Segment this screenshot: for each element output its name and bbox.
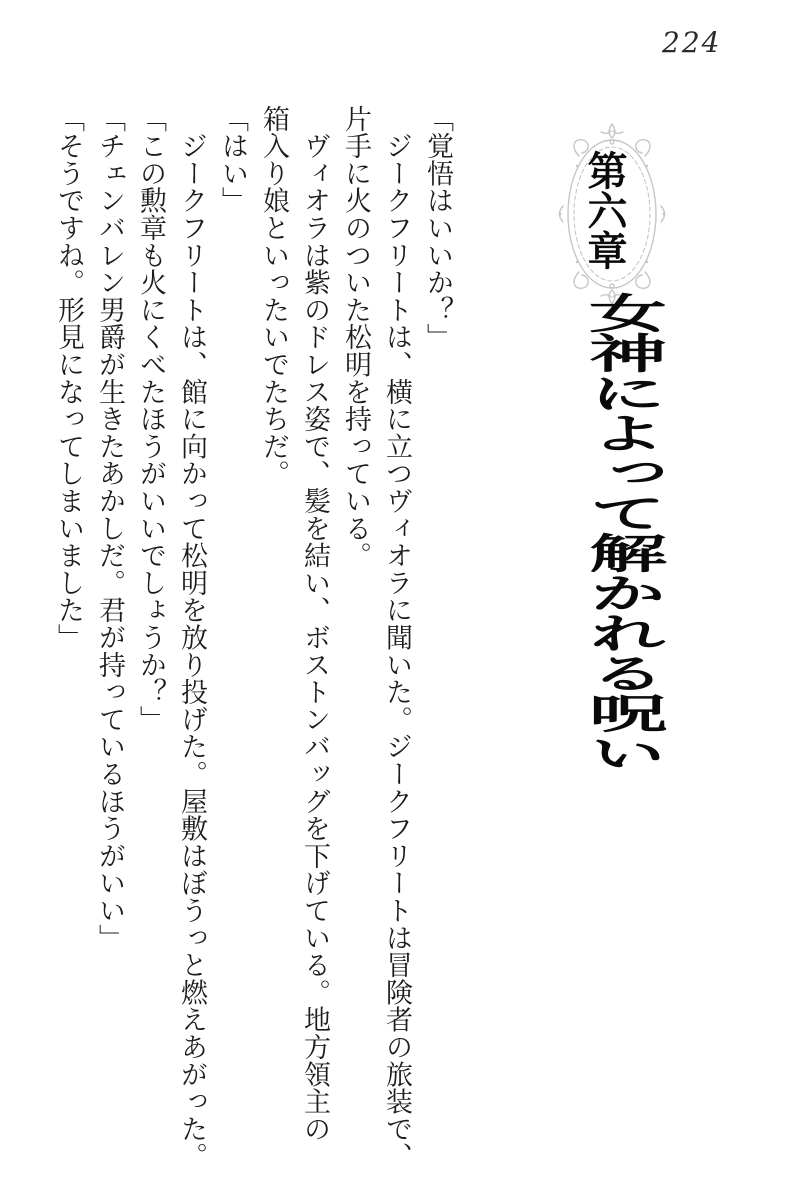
text-column: 「そうですね。形見になってしまいました」 xyxy=(53,105,84,651)
text-column: 「チェンバレン男爵が生きたあかしだ。君が持っているほうがいい」 xyxy=(94,105,125,952)
text-column: 「この勲章も火にくべたほうがいいでしょうか？」 xyxy=(135,105,166,733)
chapter-title: 女神によって解かれる呪い xyxy=(575,292,668,772)
chapter-number: 第六章 xyxy=(581,150,628,270)
text-column: 片手に火のついた松明を持っている。 xyxy=(340,105,371,570)
text-column: ジークフリートは、横に立つヴィオラに聞いた。ジークフリートは冒険者の旅装で、 xyxy=(381,105,412,1170)
text-column: ヴィオラは紫のドレス姿で、髪を結い、ボストンバッグを下げている。地方領主の xyxy=(299,105,330,1143)
page-number: 224 xyxy=(662,26,722,59)
text-column: 箱入り娘といったいでたちだ。 xyxy=(258,105,289,488)
text-column: 「覚悟はいいか？」 xyxy=(422,105,453,351)
body-text xyxy=(48,105,458,1185)
text-column: 「はい」 xyxy=(217,105,248,215)
text-column: ジークフリートは、館に向かって松明を放り投げた。屋敷はぼうっと燃えあがった。 xyxy=(176,105,207,1170)
